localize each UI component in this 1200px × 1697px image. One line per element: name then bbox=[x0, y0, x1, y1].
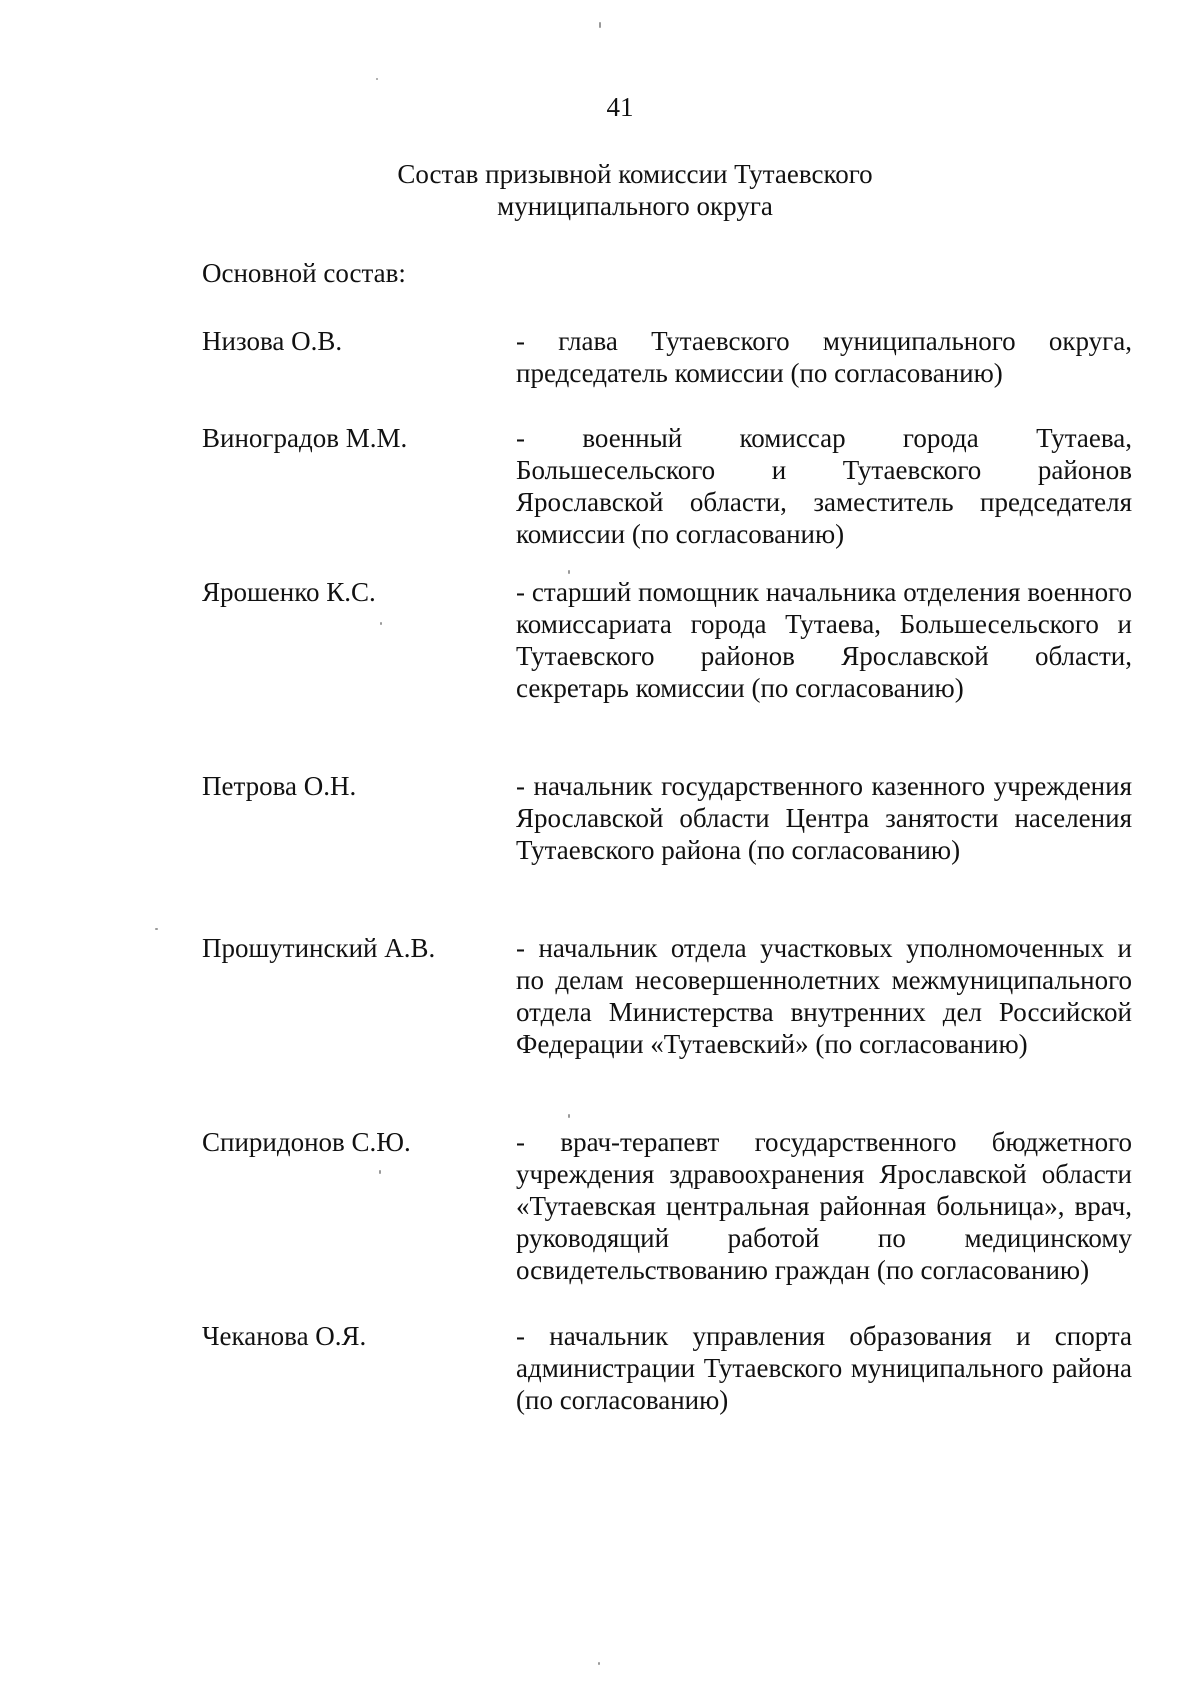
page-number: 41 bbox=[606, 92, 634, 122]
member-role: - начальник государственного казенного учреждения Ярославской области Центра занятости населения Тутаевского района (по согласованию) bbox=[516, 771, 1132, 865]
scan-speck bbox=[599, 22, 601, 28]
member-role: - глава Тутаевского муниципального округа, председатель комиссии (по согласованию) bbox=[516, 326, 1132, 388]
document-title bbox=[0, 158, 1200, 222]
member-name: Ярошенко К.С. bbox=[202, 577, 376, 607]
member-name: Низова О.В. bbox=[202, 326, 343, 356]
scan-speck bbox=[376, 78, 378, 80]
scan-speck bbox=[568, 1114, 570, 1118]
member-name: Виноградов М.М. bbox=[202, 423, 408, 453]
title-line-1: Состав призывной комиссии Тутаевского bbox=[397, 159, 873, 189]
scan-speck bbox=[380, 622, 382, 625]
scan-speck bbox=[379, 1170, 381, 1174]
member-name: Петрова О.Н. bbox=[202, 771, 357, 801]
member-name: Прошутинский А.В. bbox=[202, 933, 436, 963]
member-name: Спиридонов С.Ю. bbox=[202, 1127, 411, 1157]
member-role: - начальник отдела участковых уполномоченных и по делам несовершеннолетних межмуниципального отдела Министерства внутренних дел Российской Федерации «Тутаевский» (по согласованию) bbox=[516, 933, 1132, 1059]
title-line-2: муниципального округа bbox=[497, 191, 773, 221]
scan-speck bbox=[155, 928, 158, 930]
member-role: - военный комиссар города Тутаева, Большесельского и Тутаевского районов Ярославской области, заместитель председателя комиссии (по согласованию) bbox=[516, 423, 1132, 549]
scan-speck bbox=[598, 1662, 600, 1665]
section-label: Основной состав: bbox=[202, 258, 406, 288]
scan-speck bbox=[568, 570, 570, 574]
member-role: - врач-терапевт государственного бюджетного учреждения здравоохранения Ярославской области «Тутаевская центральная районная больница», врач, руководящий работой по медицинскому освидетельствованию граждан (по согласованию) bbox=[516, 1127, 1132, 1285]
member-role: - старший помощник начальника отделения военного комиссариата города Тутаева, Большесельского и Тутаевского районов Ярославской области, секретарь комиссии (по согласованию) bbox=[516, 577, 1132, 703]
member-name: Чеканова О.Я. bbox=[202, 1321, 367, 1351]
member-role: - начальник управления образования и спорта администрации Тутаевского муниципального района (по согласованию) bbox=[516, 1321, 1132, 1415]
